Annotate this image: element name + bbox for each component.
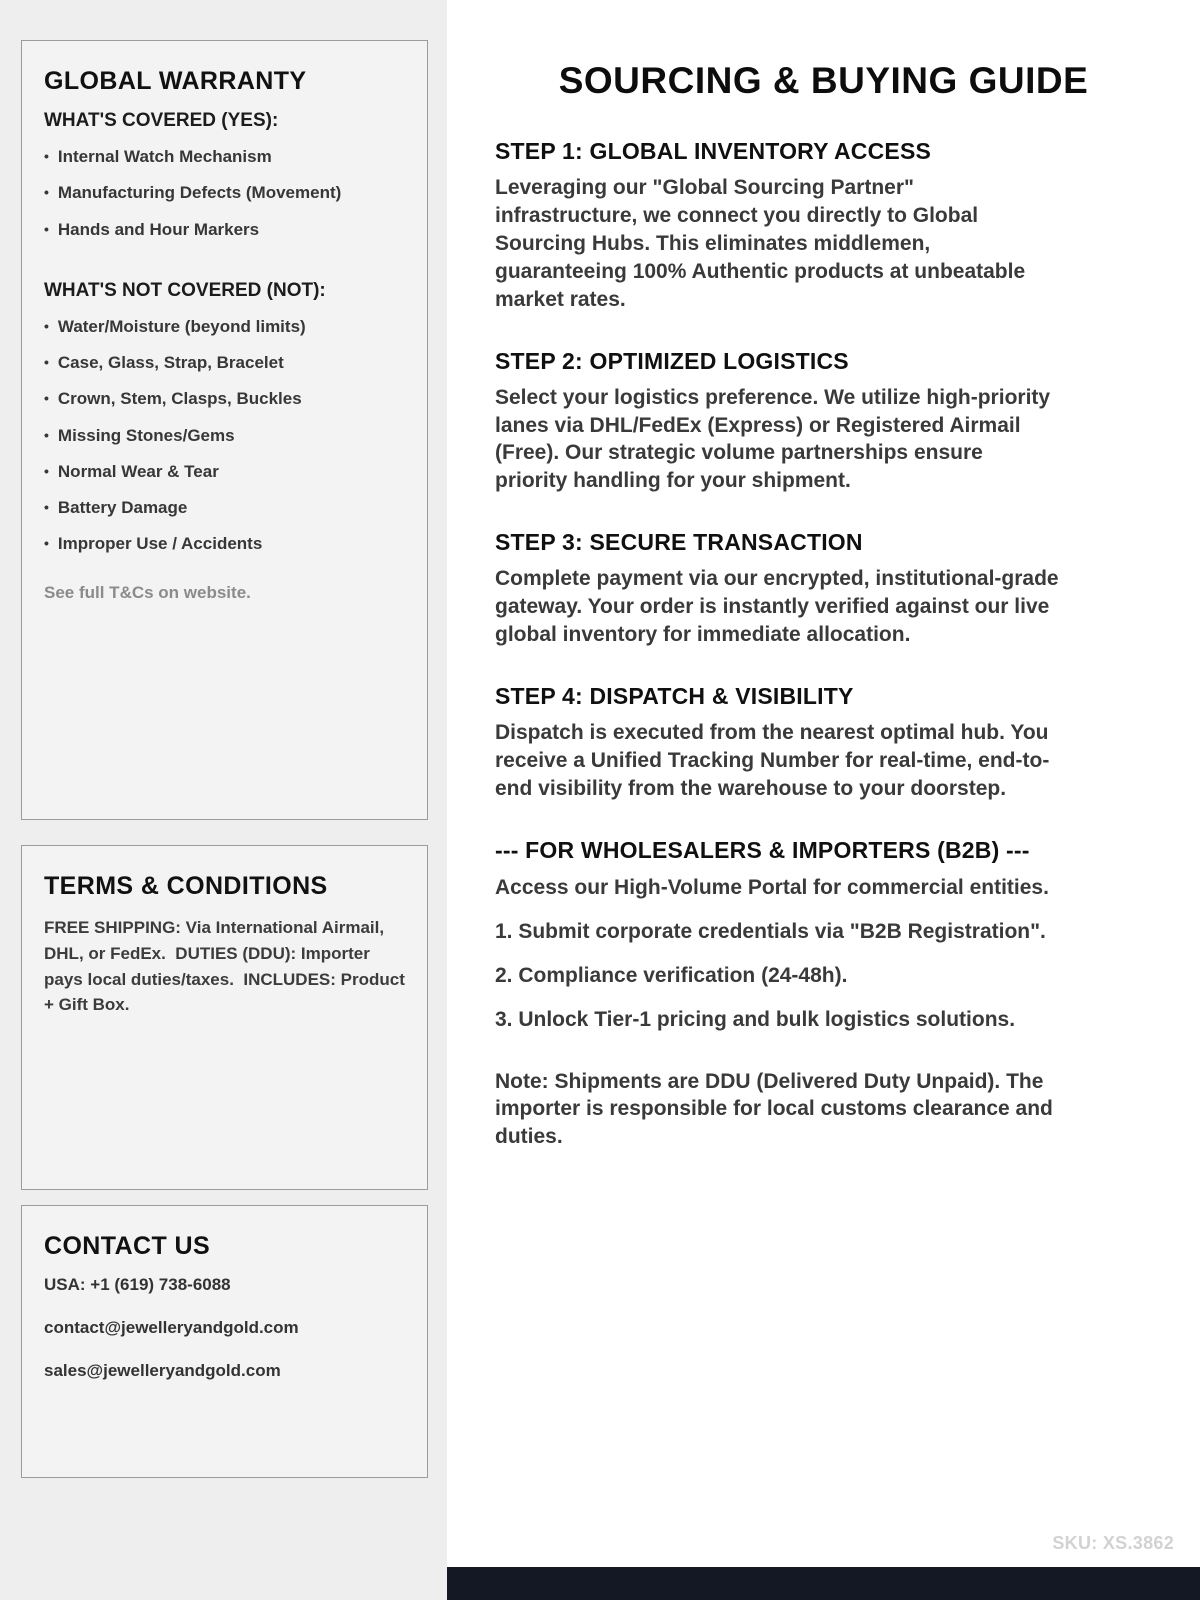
- covered-heading: WHAT'S COVERED (YES):: [44, 110, 279, 131]
- contact-card: [21, 1205, 428, 1478]
- step-2-body: Select your logistics preference. We utilize high-priority lanes via DHL/FedEx (Express) or Registered Airmail (Free). Our strategic volume partnerships ensure priority handling for your shipment.: [495, 385, 1051, 493]
- not-covered-item: • Improper Use / Accidents: [44, 533, 405, 554]
- not-covered-item: • Crown, Stem, Clasps, Buckles: [44, 388, 405, 409]
- b2b-note: Note: Shipments are DDU (Delivered Duty Unpaid). The importer is responsible for local customs clearance and duties.: [495, 1069, 1053, 1149]
- bottom-bar: [447, 1567, 1200, 1600]
- b2b-intro: Access our High-Volume Portal for commercial entities.: [495, 875, 1049, 899]
- warranty-footnote: See full T&Cs on website.: [44, 582, 251, 602]
- not-covered-item: • Missing Stones/Gems: [44, 425, 405, 446]
- b2b-heading: --- FOR WHOLESALERS & IMPORTERS (B2B) ---: [495, 836, 1030, 863]
- not-covered-item: • Battery Damage: [44, 497, 405, 518]
- warranty-card: [21, 40, 428, 820]
- covered-item: • Internal Watch Mechanism: [44, 146, 405, 167]
- covered-item: • Hands and Hour Markers: [44, 219, 405, 240]
- step-1-heading: STEP 1: GLOBAL INVENTORY ACCESS: [495, 138, 932, 164]
- contact-phone: USA: +1 (619) 738-6088: [44, 1275, 231, 1294]
- main-content: [447, 0, 1200, 1600]
- guide-body: [495, 138, 1060, 1151]
- covered-list: [44, 146, 405, 240]
- sku-label: SKU: XS.3862: [1052, 1533, 1174, 1553]
- step-4-body: Dispatch is executed from the nearest optimal hub. You receive a Unified Tracking Number for real-time, end-to-end visibility from the warehouse to your doorstep.: [495, 721, 1050, 800]
- terms-title: TERMS & CONDITIONS: [44, 872, 328, 900]
- step-3-body: Complete payment via our encrypted, institutional-grade gateway. Your order is instantly verified against our live global inventory for immediate allocation.: [495, 567, 1059, 647]
- not-covered-item: • Case, Glass, Strap, Bracelet: [44, 352, 405, 373]
- step-3-heading: STEP 3: SECURE TRANSACTION: [495, 529, 863, 556]
- page-title: SOURCING & BUYING GUIDE: [558, 60, 1089, 101]
- not-covered-list: [44, 316, 405, 555]
- not-covered-item: • Normal Wear & Tear: [44, 461, 405, 482]
- sales-email: sales@jewelleryandgold.com: [44, 1361, 281, 1380]
- not-covered-item: • Water/Moisture (beyond limits): [44, 316, 405, 337]
- step-2-heading: STEP 2: OPTIMIZED LOGISTICS: [495, 347, 849, 374]
- b2b-item-2: 2. Compliance verification (24-48h).: [495, 963, 848, 987]
- b2b-item-1: 1. Submit corporate credentials via "B2B Registration".: [495, 919, 1046, 943]
- terms-body: FREE SHIPPING: Via International Airmail, DHL, or FedEx. DUTIES (DDU): Importer pays local duties/taxes. INCLUDES: Product + Gift Box.: [44, 918, 410, 1015]
- contact-email: contact@jewelleryandgold.com: [44, 1318, 299, 1337]
- not-covered-heading: WHAT'S NOT COVERED (NOT):: [44, 279, 326, 301]
- warranty-title: GLOBAL WARRANTY: [44, 67, 307, 95]
- terms-card: [21, 845, 428, 1190]
- contact-title: CONTACT US: [44, 1232, 211, 1260]
- step-4-heading: STEP 4: DISPATCH & VISIBILITY: [495, 683, 854, 710]
- b2b-item-3: 3. Unlock Tier-1 pricing and bulk logistics solutions.: [495, 1007, 1016, 1031]
- covered-item: • Manufacturing Defects (Movement): [44, 182, 405, 203]
- step-1-body: Leveraging our "Global Sourcing Partner" infrastructure, we connect you directly to Global Sourcing Hubs. This eliminates middlemen, guaranteeing 100% Authentic products at unbeatable market rates.: [495, 176, 1026, 311]
- sidebar: [0, 0, 447, 1600]
